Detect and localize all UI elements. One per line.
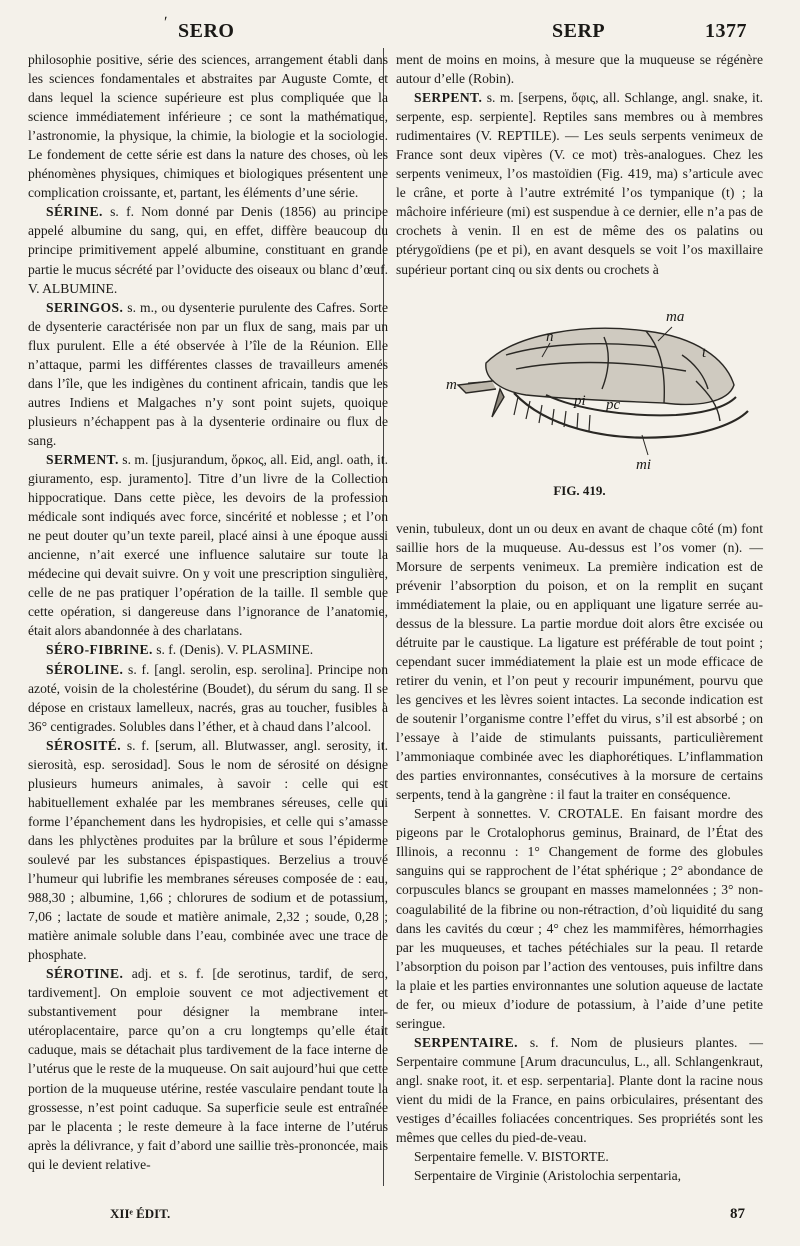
snake-skull-illustration [396,285,763,475]
entry-serment [28,450,388,640]
headword: SÉRO-FIBRINE. [46,642,153,658]
entry-text: s. m. [serpens, ὄφις, all. Schlange, angl. snake, it. serpente, esp. serpiente]. Reptiles sans membres ou à membres rudimentaires (V. REPTILE). — Les seuls serpents venimeux de France sont deux vipères (V. ce mot) très-analogues. Chez les serpents venimeux, l’os mastoïdien (Fig. 419, ma) s’articule avec le crâne, et porte à l’autre extrémité l’os tympanique (t) ; la mâchoire inférieure (mi) est suspendue à ce dernier, elle n’a pas de crochets à venin. Il en est de même des os palatins ou ptérygoïdiens (pe et pi), en avant desquels se voit l’os maxillaire supérieur portant cinq ou six dents ou crochets à [396,90,763,277]
entry-serosite [28,736,388,965]
entry-serine [28,202,388,297]
entry-text: s. f. [angl. serolin, esp. serolina]. Principe non azoté, voisin de la cholestérine (Boudet), du sérum du sang. Il se dépose en cristaux lamelleux, nacrés, gras au toucher, fusibles à 36° centigrades. Solubles dans l’éther, et à chaud dans l’alcool. [28,661,388,734]
margin-mark: ʹ [164,14,168,31]
entry-sero-fibrine [28,640,388,659]
headword: SÉRINE. [46,204,103,220]
entry-text: adj. et s. f. [de serotinus, tardif, de sero, tardivement]. On emploie souvent ce mot adjectivement et substantivement pour désigner la membrane inter-utéroplacentaire, parce qu’on a cru longtemps qu’elle était caduque, mais se détachait plus tardivement de la face interne de l’utérus que le reste de la muqueuse. On sait aujourd’hui que cette portion de la muqueuse utérine, restée vasculaire pendant toute la grossesse, n’est point caduque. Sa superficie seule est entraînée par le placenta ; le reste demeure à la face interne de l’utérus après la délivrance, y fait d’abord une saillie très-prononcée, mais qui le devient relative- [28,966,388,1172]
label-ma: ma [666,308,685,325]
edition-mark: XIIᵉ ÉDIT. [110,1206,171,1221]
entry-serpent-a-sonnettes: Serpent à sonnettes. V. CROTALE. En faisant mordre des pigeons par le Crotalophorus geminus, Brainard, de l’État des Illinois, a reconnu : 1° Changement de forme des globules sanguins qui se rapprochent de l’état sphérique ; 2° abondance de corpuscules blancs se groupant en masses mamelonnées ; 3° non-coagulabilité de la fibrine ou non-rétraction, d’où liquidité du sang dans les cavités du cœur ; 4° chez les mammifères, hémorrhagies par les muqueuses, et taches pétéchiales sur la peau. Il retarde l’absorption du poison par l’action des ventouses, puis infiltre dans la plaie et les parties environnantes une solution aqueuse de lactate de fer, ou mieux d’iodure de potassium, à l’aide d’une petite seringue. [396,806,763,1031]
entry-text: s. f. Nom donné par Denis (1856) au principe appelé albumine du sang, qui, en effet, diffère beaucoup du principe primitivement appelé albumine, constituant en grande partie le mucus sécrété par l’oviducte des oiseaux ou blanc d’œuf. V. ALBUMINE. [28,204,388,296]
signature-number: 87 [730,1206,745,1222]
entry-text: s. f. [serum, all. Blutwasser, angl. serosity, it. sierosità, esp. serosidad]. Sous le nom de sérosité on désigne plusieurs humeurs animales, à savoir : celle qui est habituellement exhalée par les membranes séreuses, celle qui forme l’épanchement dans les hydropisies, et celle qui s’amasse dans les phlyctènes produites par la brûlure et sous l’épiderme soulevé par les substances épispastiques. Berzelius a trouvé l’humeur qui lubrifie les membranes séreuses composée de : eau, 988,30 ; albumine, 1,66 ; chlorures de sodium et de potassium, 7,06 ; lactate de soude et matière animale, 2,32 ; soude, 0,28 ; matière animale soluble dans l’eau, combinée avec une trace de phosphate. [28,737,388,963]
entry-serpentaire [396,1033,763,1147]
entry-serpent [396,88,763,278]
label-m: m [446,376,457,393]
headword: SÉROLINE. [46,661,124,677]
running-head-left: SERO [178,20,235,42]
entry-seringos [28,298,388,450]
headword: SÉROSITÉ. [46,737,122,753]
headword: SERINGOS. [46,299,124,315]
entry-serpentaire-virginie: Serpentaire de Virginie (Aristolochia serpentaria, [414,1168,682,1184]
page-number: 1377 [705,20,747,42]
entry-text: venin, tubuleux, dont un ou deux en avant de chaque côté (m) font saillie hors de la muqueuse. Au-dessus est l’os vomer (n). — Morsure de serpents venimeux. La première indication est de prévenir l’absorption du poison, et on la remplit en suçant immédiatement la plaie, ou en appliquant une ligature serrée au-dessus de la blessure. La partie mordue doit alors être excisée ou détruite par le caustique. La ligature est préférable de tout point ; cependant sucer immédiatement la plaie est un mode efficace de retirer du venin, et l’on peut y recourir impunément, pourvu que les gencives et les lèvres soient intactes. La seconde indication est de soutenir l’organisme contre l’effet du virus, s’il est absorbé ; on l’essaye à l’aide de stimulants puissants, particulièrement l’ammoniaque combinée avec les diaphorétiques. L’inflammation des parties environnantes, consécutives à la morsure de certains serpents, tend à la gangrène : il faut la traiter en conséquence. [396,520,763,803]
continued-entry: ment de moins en moins, à mesure que la muqueuse se régénère autour d’elle (Robin). [396,52,763,87]
entry-text: s. m., ou dysenterie purulente des Cafres. Sorte de dysenterie caractérisée non par un flux de sang, mais par un flux purulent. Elle a été observée à l’île de la Réunion. Elle n’attaque, parmi les différentes classes de travailleurs amenés dans l’île, que les indigènes du continent africain, tandis que les autres Indiens et Malgaches n’y sont point sujets, quoique plusieurs n’échappent pas à la dysenterie ordinaire ou flux de sang. [28,299,388,448]
continued-entry: philosophie positive, série des sciences, arrangement établi dans les sciences fondamentales et abstraites par Auguste Comte, et dans lequel la science supérieure est plus compliquée que la science immédiatement inférieure ; ce sont la mathématique, l’astronomie, la physique, la chimie, la biologie et la sociologie. Le fondement de cette série est dans la nature des choses, où les phénomènes physiques, chimiques et biologiques présentent une complication croissante, et, partant, les éléments d’une série. [28,52,388,201]
figure-caption: FIG. 419. [553,482,606,498]
headword: SÉROTINE. [46,966,124,982]
label-pc: pc [606,396,621,413]
label-t: t [702,344,707,361]
label-pi: pi [574,392,586,409]
entry-seroline [28,660,388,736]
entry-serotine [28,964,388,1174]
entry-text: s. f. Nom de plusieurs plantes. — Serpentaire commune [Arum dracunculus, L., all. Schlangenkraut, angl. snake root, it. et esp. serpentaria]. Plante dont la racine nous vient du midi de la France, en pains orbiculaires, présentant des vestiges d’écailles foliacées concentriques. Ses propriétés sont les mêmes que celles du pied-de-veau. [396,1034,763,1146]
label-mi: mi [636,456,651,473]
headword: SERMENT. [46,451,119,467]
left-column [28,50,388,1174]
running-head-right: SERP [552,20,606,42]
label-n: n [546,328,554,345]
headword: SERPENT. [414,90,483,106]
entry-serpentaire-femelle: Serpentaire femelle. V. BISTORTE. [414,1149,609,1165]
right-column [396,50,763,1185]
figure-419 [396,285,763,517]
entry-text: s. m. [jusjurandum, ὅρκος, all. Eid, angl. oath, it. giuramento, esp. juramento]. Titre d’un livre de la Collection hippocratique. Dans cette pièce, les devoirs de la profession médicale sont indiqués avec force, sincérité et noblesse ; et l’on ne peut douter qu’un texte pareil, placé ainsi à une époque aussi ancienne, n’ait exercé une influence salutaire sur toute la médecine qui devait suivre. On y voit une prescription singulière, celle de ne pas pratiquer l’opération de la taille. Il semble que cette opération, si dangereuse dans l’ignorance de l’anatomie, était alors abandonnée à des charlatans. [28,451,388,639]
entry-text: s. f. (Denis). V. PLASMINE. [152,642,314,658]
headword: SERPENTAIRE. [414,1034,518,1050]
